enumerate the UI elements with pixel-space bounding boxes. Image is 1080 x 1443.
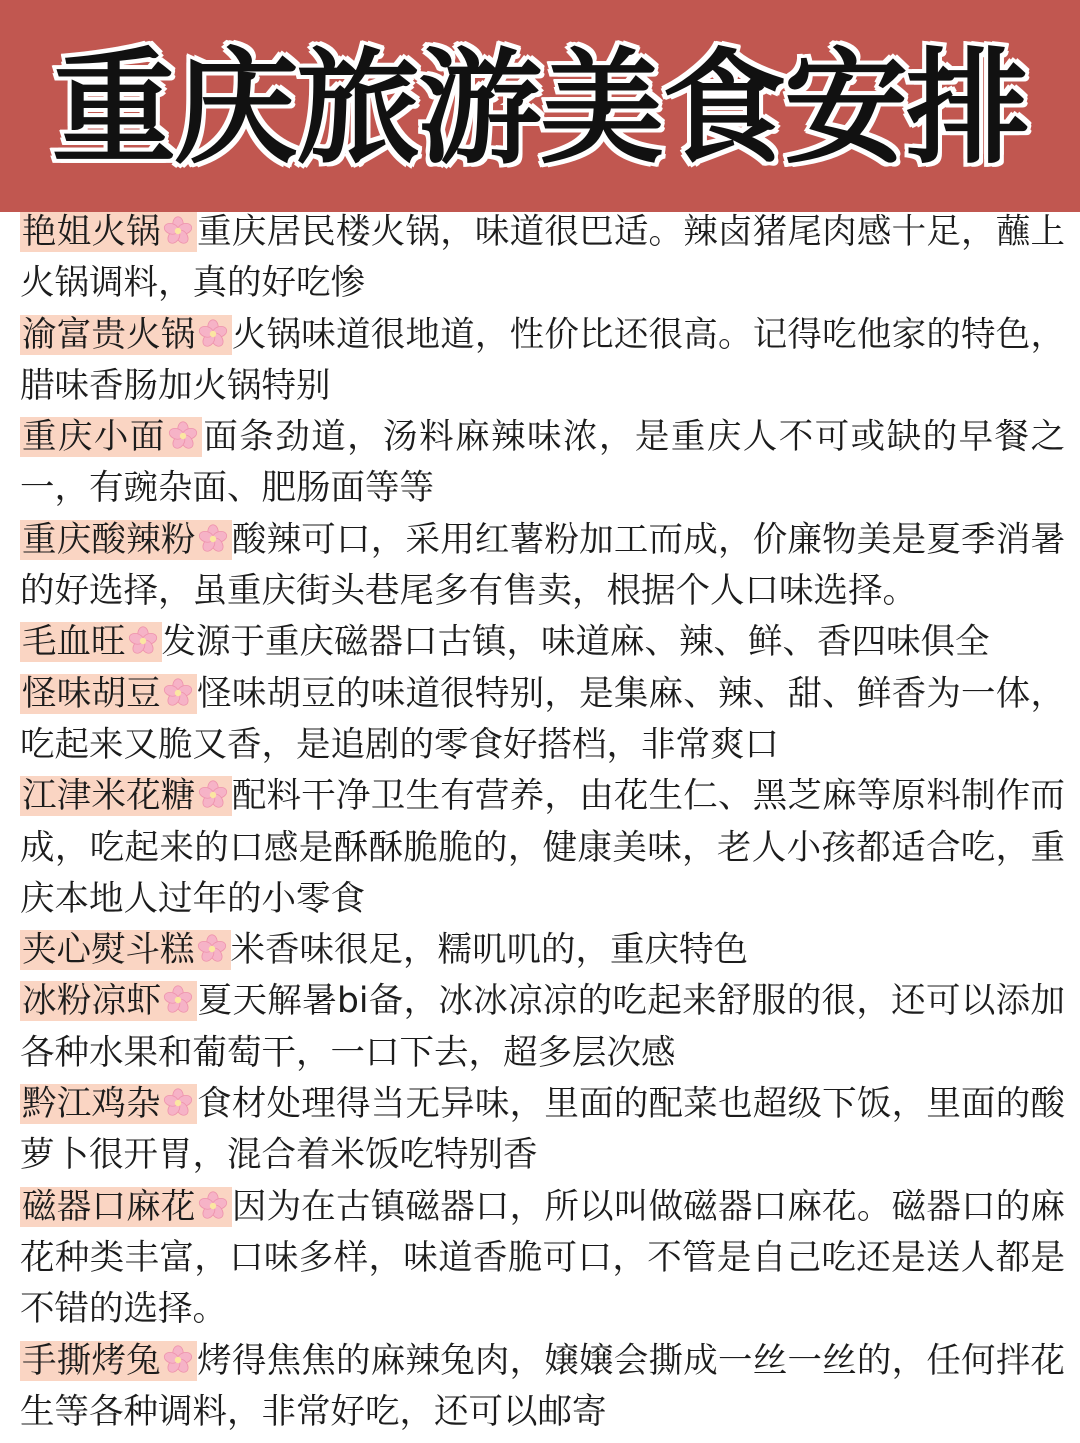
cherry-blossom-icon [198, 319, 228, 349]
food-name: 江津米花糖 [22, 776, 196, 817]
food-entry [20, 207, 1065, 310]
food-name-tag [20, 1084, 197, 1124]
food-name: 重庆酸辣粉 [22, 519, 196, 560]
food-name-tag [20, 1341, 197, 1381]
food-entry [20, 1336, 1065, 1439]
food-name: 夹心熨斗糕 [22, 930, 195, 971]
food-entry [20, 1079, 1065, 1182]
food-name: 磁器口麻花 [22, 1186, 196, 1227]
food-entry [20, 1182, 1065, 1336]
food-entry [20, 976, 1065, 1079]
food-name: 毛血旺 [22, 622, 126, 663]
food-description: 因为在古镇磁器口，所以叫做磁器口麻花。磁器口的麻花种类丰富，口味多样，味道香脆可口，不管是自己吃还是送人都是不错的选择。 [20, 1186, 1066, 1330]
food-list [20, 207, 1065, 1438]
food-name: 冰粉凉虾 [22, 981, 162, 1022]
food-entry [20, 310, 1065, 413]
food-entry [20, 515, 1065, 618]
cherry-blossom-icon [197, 934, 227, 964]
food-name: 手撕烤兔 [22, 1340, 161, 1381]
cherry-blossom-icon [198, 1191, 228, 1221]
food-entry [20, 925, 1065, 976]
food-name: 黔江鸡杂 [22, 1084, 161, 1125]
food-name-tag [20, 930, 231, 970]
cherry-blossom-icon [163, 985, 193, 1015]
food-name-tag [20, 417, 202, 457]
food-name-tag [20, 212, 197, 252]
food-name-tag [20, 981, 197, 1021]
food-name-tag [20, 315, 232, 355]
cherry-blossom-icon [128, 626, 158, 656]
cherry-blossom-icon [198, 524, 228, 554]
food-name-tag [20, 776, 232, 816]
cherry-blossom-icon [163, 216, 193, 246]
food-entry [20, 412, 1065, 515]
food-name: 艳姐火锅 [22, 212, 161, 252]
food-description: 烤得焦焦的麻辣兔肉，嬢嬢会撕成一丝一丝的，任何拌花生等各种调料，非常好吃，还可以邮寄 [20, 1340, 1066, 1432]
food-description: 重庆居民楼火锅，味道很巴适。辣卤猪尾肉感十足，蘸上火锅调料，真的好吃惨 [20, 212, 1066, 304]
food-name: 渝富贵火锅 [22, 314, 196, 355]
food-name-tag [20, 622, 162, 662]
food-name-tag [20, 1187, 232, 1227]
food-description: 火锅味道很地道，性价比还很高。记得吃他家的特色，腊味香肠加火锅特别 [20, 314, 1066, 406]
food-name: 重庆小面 [22, 417, 166, 458]
cherry-blossom-icon [163, 1088, 193, 1118]
food-entry [20, 617, 1065, 668]
food-description: 食材处理得当无异味，里面的配菜也超级下饭，里面的酸萝卜很开胃，混合着米饭吃特别香 [20, 1084, 1066, 1176]
food-entry [20, 669, 1065, 772]
food-description: 酸辣可口，采用红薯粉加工而成，价廉物美是夏季消暑的好选择，虽重庆街头巷尾多有售卖，根据个人口味选择。 [20, 519, 1066, 612]
food-description: 面条劲道，汤料麻辣味浓，是重庆人不可或缺的早餐之一，有豌杂面、肥肠面等等 [20, 417, 1065, 509]
cherry-blossom-icon [163, 678, 193, 708]
food-description: 发源于重庆磁器口古镇，味道麻、辣、鲜、香四味俱全 [161, 622, 990, 663]
cherry-blossom-icon [163, 1345, 193, 1375]
food-description: 米香味很足，糯叽叽的，重庆特色 [230, 930, 748, 971]
food-name: 怪味胡豆 [22, 673, 161, 714]
food-name-tag [20, 674, 197, 714]
food-name-tag [20, 520, 232, 560]
cherry-blossom-icon [198, 780, 228, 810]
food-entry [20, 771, 1065, 925]
food-description: 夏天解暑bi备，冰冰凉凉的吃起来舒服的很，还可以添加各种水果和葡萄干，一口下去，超多层次感 [20, 981, 1065, 1073]
food-description: 怪味胡豆的味道很特别，是集麻、辣、甜、鲜香为一体，吃起来又脆又香，是追剧的零食好搭档，非常爽口 [20, 673, 1066, 765]
food-description: 配料干净卫生有营养，由花生仁、黑芝麻等原料制作而成，吃起来的口感是酥酥脆脆的，健康美味，老人小孩都适合吃，重庆本地人过年的小零食 [20, 776, 1066, 919]
cherry-blossom-icon [168, 421, 198, 451]
page-title: 重庆旅游美食安排 [51, 37, 1028, 181]
title-banner [0, 0, 1080, 212]
